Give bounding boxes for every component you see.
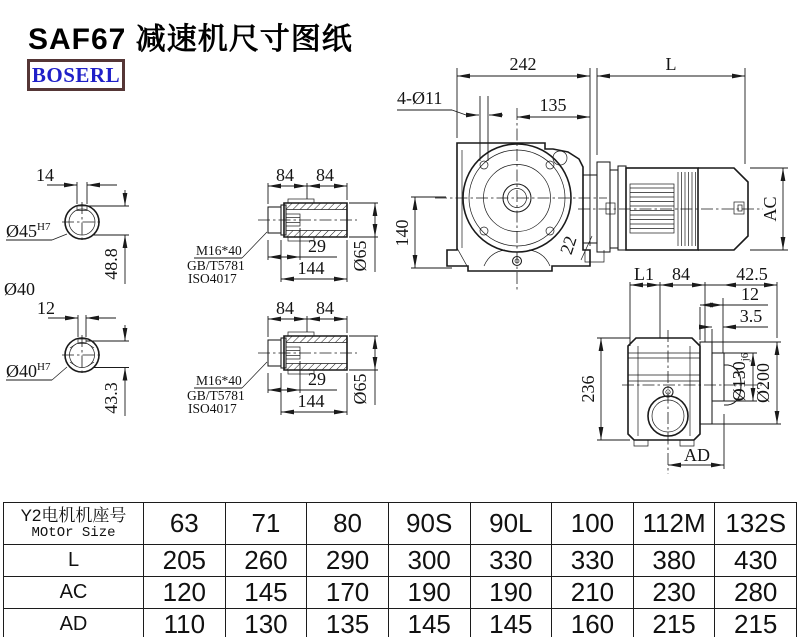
- dim-65: Ø65: [350, 240, 370, 272]
- cell-AD-63: 110: [144, 609, 226, 637]
- column-header-90L: 90L: [470, 503, 552, 545]
- bolt-note: [187, 232, 267, 286]
- dim-motor-length: L: [665, 54, 677, 74]
- motor-size-header-en: MOtOr Size: [31, 524, 116, 541]
- shaft-end-bottom: [6, 298, 129, 416]
- cell-AD-100: 160: [552, 609, 634, 637]
- cell-L-100: 330: [552, 545, 634, 577]
- dim-3-5: 3.5: [739, 306, 763, 326]
- table-row-L: [4, 545, 797, 577]
- dim-AC: AC: [760, 196, 780, 222]
- dim-bore-45: [6, 221, 51, 241]
- cell-AD-71: 130: [225, 609, 307, 637]
- cell-L-90S: 300: [388, 545, 470, 577]
- dim-130-fit: j6: [739, 352, 751, 362]
- sleeve-view: [258, 165, 378, 282]
- cell-AD-112M: 215: [633, 609, 715, 637]
- side-view: [578, 264, 781, 474]
- page-title: SAF67 减速机尺寸图纸: [28, 23, 353, 56]
- bolt-note-iso: ISO4017: [188, 271, 237, 286]
- dim-keyway-12: 12: [37, 298, 55, 318]
- cell-AC-80: 170: [307, 577, 389, 609]
- cell-L-80: 290: [307, 545, 389, 577]
- motor-size-table-body: [4, 503, 797, 637]
- cell-AC-90S: 190: [388, 577, 470, 609]
- dim-40-label: Ø40: [4, 279, 35, 299]
- motor-size-table: [3, 502, 797, 637]
- dim-bore-40-fit: H7: [37, 361, 51, 373]
- cell-AD-90L: 145: [470, 609, 552, 637]
- dim-22: 22: [556, 233, 581, 257]
- cell-AC-90L: 190: [470, 577, 552, 609]
- dim-bore-40: [6, 361, 51, 381]
- cell-AC-71: 145: [225, 577, 307, 609]
- dim-84b: 84: [316, 165, 334, 185]
- cell-AD-90S: 145: [388, 609, 470, 637]
- bolt-note-gb: GB/T5781: [187, 258, 245, 273]
- column-header-71: 71: [225, 503, 307, 545]
- motor-size-header-cn: Y2电机机座号: [20, 506, 127, 526]
- column-header-112M: 112M: [633, 503, 715, 545]
- row-label-L: L: [4, 545, 144, 577]
- cell-AC-100: 210: [552, 577, 634, 609]
- dim-130-spigot: [729, 352, 751, 401]
- column-header-80: 80: [307, 503, 389, 545]
- front-view: [392, 54, 788, 292]
- row-label-AD: AD: [4, 609, 144, 637]
- dim-84-side: 84: [672, 264, 690, 284]
- dim-bore-40-value: Ø40: [6, 361, 37, 381]
- cell-AC-63: 120: [144, 577, 226, 609]
- column-header-100: 100: [552, 503, 634, 545]
- dim-135: 135: [539, 95, 567, 115]
- dim-bore-45-fit: H7: [37, 221, 51, 233]
- dim-242: 242: [509, 54, 537, 74]
- dim-bore-45-value: Ø45: [6, 221, 37, 241]
- dim-keyway-14: 14: [36, 165, 54, 185]
- cell-AC-112M: 230: [633, 577, 715, 609]
- motor-fins: [630, 188, 674, 229]
- cell-L-63: 205: [144, 545, 226, 577]
- cell-L-112M: 380: [633, 545, 715, 577]
- cell-AD-80: 135: [307, 609, 389, 637]
- column-header-63: 63: [144, 503, 226, 545]
- column-header-90S: 90S: [388, 503, 470, 545]
- shaft-end-top: [4, 165, 129, 299]
- motor-size-header-cell: [4, 503, 144, 545]
- dim-200-flange: Ø200: [753, 363, 773, 403]
- dim-236: 236: [578, 375, 598, 403]
- row-label-AC: AC: [4, 577, 144, 609]
- dim-AD: AD: [684, 445, 710, 465]
- cell-AC-132S: 280: [715, 577, 797, 609]
- cell-AD-132S: 215: [715, 609, 797, 637]
- dim-12-side: 12: [741, 284, 759, 304]
- table-row-AD: [4, 609, 797, 637]
- cell-L-132S: 430: [715, 545, 797, 577]
- bolt-note-spec: M16*40: [196, 243, 242, 258]
- brand-logo-text: BOSERL: [31, 62, 121, 87]
- dim-84a: 84: [276, 165, 294, 185]
- dim-bolt-holes: 4-Ø11: [397, 88, 443, 108]
- column-header-132S: 132S: [715, 503, 797, 545]
- dim-29: 29: [308, 236, 326, 256]
- dim-144: 144: [297, 258, 325, 278]
- dim-43-3: 43.3: [101, 382, 121, 414]
- cell-L-90L: 330: [470, 545, 552, 577]
- dim-48-8: 48.8: [101, 248, 121, 280]
- dim-140: 140: [392, 219, 412, 247]
- cell-L-71: 260: [225, 545, 307, 577]
- dim-130-value: Ø130: [729, 361, 749, 402]
- dim-L1: L1: [634, 264, 654, 284]
- table-row-AC: [4, 577, 797, 609]
- dim-42-5: 42.5: [736, 264, 768, 284]
